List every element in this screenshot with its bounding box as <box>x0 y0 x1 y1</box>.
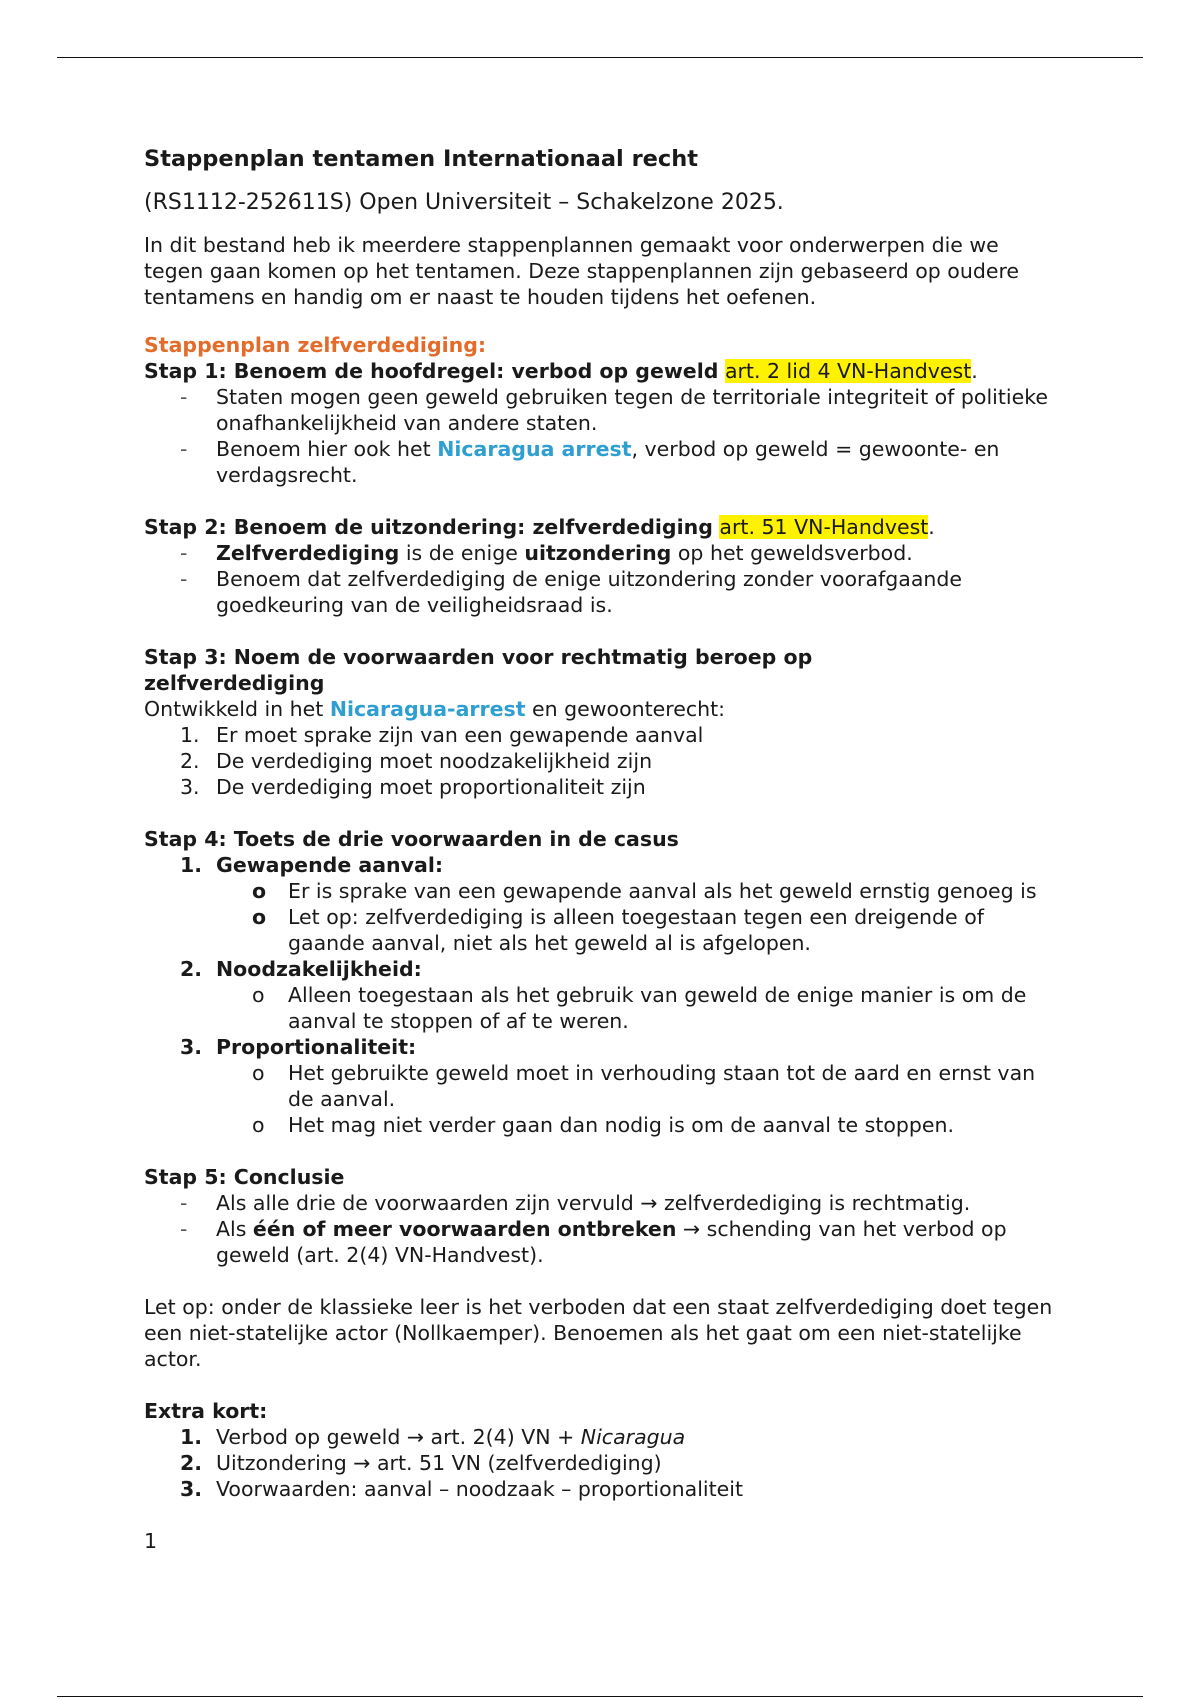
list-item: o Het mag niet verder gaan dan nodig is om de aanval te stoppen. <box>252 1113 955 1137</box>
intro-paragraph: In dit bestand heb ik meerdere stappenplannen gemaakt voor onderwerpen die we tegen gaan komen op het tentamen. Deze stappenplannen zijn gebaseerd op oudere tentamens en handig om er naast te houden tijdens het oefenen. <box>144 233 1020 309</box>
step-4-conditions <box>144 852 1064 878</box>
list-item: 2. Uitzondering → art. 51 VN (zelfverdediging) <box>180 1451 662 1475</box>
list-item: 3. De verdediging moet proportionaliteit zijn <box>180 775 646 799</box>
circle-bullet: o <box>252 879 267 903</box>
list-item: 3. Voorwaarden: aanval – noodzaak – proportionaliteit <box>180 1477 743 1501</box>
note-paragraph: Let op: onder de klassieke leer is het verboden dat een staat zelfverdediging doet tegen een niet-statelijke actor (Nollkaemper). Benoemen als het gaat om een niet-statelijke actor. <box>144 1295 1053 1371</box>
step-5-heading: Stap 5: Conclusie <box>144 1165 345 1189</box>
list-item: 1. Er moet sprake zijn van een gewapende aanval <box>180 723 704 747</box>
circle-bullet: o <box>252 1113 265 1137</box>
step-3-conditions <box>144 722 1064 800</box>
list-item: o Let op: zelfverdediging is alleen toegestaan tegen een dreigende of gaande aanval, niet als het geweld al is afgelopen. <box>252 905 984 955</box>
step-4-c2-subs <box>144 982 1064 1034</box>
nicaragua-arrest-reference: Nicaragua arrest <box>437 437 632 461</box>
step-2-heading: Stap 2: Benoem de uitzondering: zelfverdediging art. 51 VN-Handvest. <box>144 515 935 539</box>
step-2-article-highlight: art. 51 VN-Handvest <box>719 515 929 539</box>
circle-bullet: o <box>252 1061 265 1085</box>
dash-bullet: - <box>180 1191 188 1215</box>
list-item: o Het gebruikte geweld moet in verhouding staan tot de aard en ernst van de aanval. <box>252 1061 1036 1111</box>
list-item: - Als één of meer voorwaarden ontbreken → schending van het verbod op geweld (art. 2(4) VN-Handvest). <box>180 1217 1007 1267</box>
section-heading: Stappenplan zelfverdediging: <box>144 333 487 357</box>
nicaragua-arrest-reference: Nicaragua-arrest <box>329 697 526 721</box>
document-subtitle: (RS1112-252611S) Open Universiteit – Schakelzone 2025. <box>144 190 784 215</box>
step-1-article-highlight: art. 2 lid 4 VN-Handvest <box>724 359 972 383</box>
list-item: o Alleen toegestaan als het gebruik van geweld de enige manier is om de aanval te stoppen of af te weren. <box>252 983 1027 1033</box>
document-title: Stappenplan tentamen Internationaal recht <box>144 146 699 172</box>
list-item: - Zelfverdediging is de enige uitzondering op het geweldsverbod. <box>180 541 913 565</box>
footer-rule <box>57 1696 1143 1697</box>
list-item: 1. Verbod op geweld → art. 2(4) VN + Nicaragua <box>180 1425 686 1449</box>
dash-bullet: - <box>180 385 188 409</box>
list-item: o Er is sprake van een gewapende aanval als het geweld ernstig genoeg is <box>252 879 1037 903</box>
step-4-c3-subs <box>144 1060 1064 1138</box>
circle-bullet: o <box>252 905 267 929</box>
header-rule <box>57 57 1143 58</box>
list-item: 3. Proportionaliteit: <box>180 1035 417 1059</box>
step-1-bullets <box>144 384 1064 488</box>
dash-bullet: - <box>180 437 188 461</box>
step-2-bullets <box>144 540 1064 618</box>
dash-bullet: - <box>180 1217 188 1241</box>
step-3-heading: Stap 3: Noem de voorwaarden voor rechtmatig beroep op zelfverdediging <box>144 645 813 695</box>
document-page <box>144 140 1064 1554</box>
list-item: - Staten mogen geen geweld gebruiken tegen de territoriale integriteit of politieke onafhankelijkheid van andere staten. <box>180 385 1048 435</box>
step-4-c1-subs <box>144 878 1064 956</box>
extra-heading: Extra kort: <box>144 1399 268 1423</box>
step-5-bullets <box>144 1190 1064 1268</box>
list-item: - Benoem hier ook het Nicaragua arrest, verbod op geweld = gewoonte- en verdagsrecht. <box>180 437 1000 487</box>
list-item: 2. De verdediging moet noodzakelijkheid zijn <box>180 749 653 773</box>
dash-bullet: - <box>180 567 188 591</box>
list-item: 2. Noodzakelijkheid: <box>180 957 422 981</box>
list-item: - Benoem dat zelfverdediging de enige uitzondering zonder voorafgaande goedkeuring van de veiligheidsraad is. <box>180 567 963 617</box>
circle-bullet: o <box>252 983 265 1007</box>
step-4-heading: Stap 4: Toets de drie voorwaarden in de casus <box>144 827 679 851</box>
step-1-heading: Stap 1: Benoem de hoofdregel: verbod op geweld art. 2 lid 4 VN-Handvest. <box>144 359 978 383</box>
page-number: 1 <box>144 1529 158 1553</box>
extra-summary-list <box>144 1424 1064 1502</box>
dash-bullet: - <box>180 541 188 565</box>
step-3-lead: Ontwikkeld in het Nicaragua-arrest en gewoonterecht: <box>144 697 726 721</box>
list-item: - Als alle drie de voorwaarden zijn vervuld → zelfverdediging is rechtmatig. <box>180 1191 971 1215</box>
list-item: 1. Gewapende aanval: <box>180 853 444 877</box>
